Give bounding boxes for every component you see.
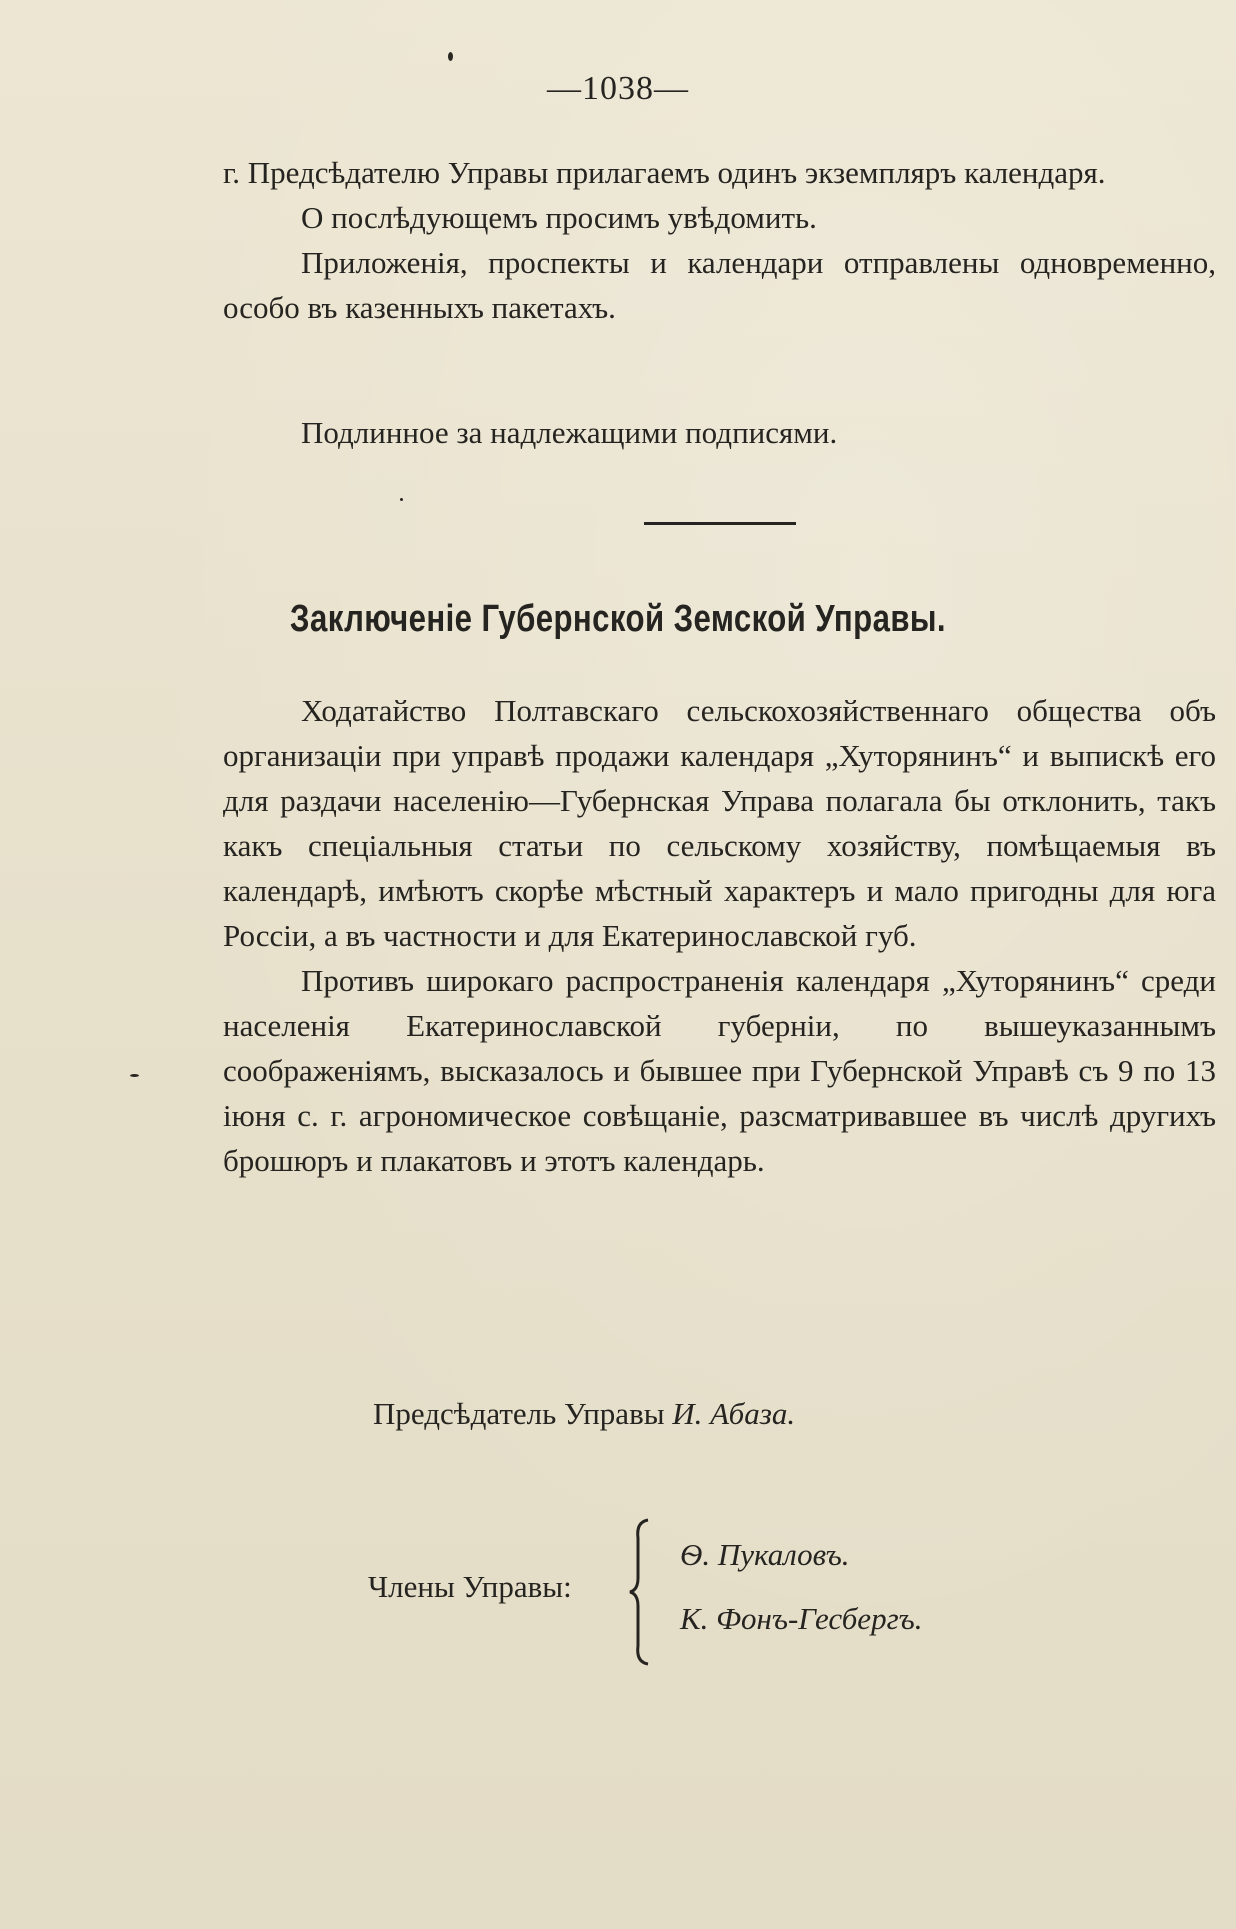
section-heading: Заключеніе Губернской Земской Управы.: [290, 598, 946, 640]
ink-speck: [130, 1074, 139, 1077]
letter-closing: [223, 150, 1216, 330]
chair-title: Предсѣдатель Управы: [373, 1396, 665, 1431]
paragraph: г. Предсѣдателю Управы прилагаемъ одинъ экземпляръ календаря.: [223, 155, 1106, 190]
paragraph: Ходатайство Полтавскаго сельскохозяйственнаго общества объ организаціи при управѣ продажи календаря „Хуторянинъ“ и выпискѣ его для раздачи населенію—Губернская Управа полагала бы отклонить, такъ какъ спеціальныя статьи по сельскому хозяйству, помѣщаемыя въ календарѣ, имѣютъ скорѣе мѣстный характеръ и мало пригодны для юга Россіи, а въ частности и для Екатеринославской губ.: [223, 693, 1216, 953]
chair-signature: [373, 1396, 795, 1432]
conclusion-body: [223, 688, 1216, 1183]
paragraph: О послѣдующемъ просимъ увѣдомить.: [301, 200, 817, 235]
ink-speck: [400, 498, 403, 501]
paragraph: Противъ широкаго распространенія календаря „Хуторянинъ“ среди населенія Екатеринославской губерніи, по вышеуказаннымъ соображеніямъ, высказалось и бывшее при Губернской Управѣ съ 9 по 13 іюня с. г. агрономическое совѣщаніе, разсматривавшее въ числѣ другихъ брошюръ и плакатовъ и этотъ календарь.: [223, 963, 1216, 1178]
member-signature: К. Фонъ-Гесбергъ.: [680, 1601, 923, 1636]
members-label: Члены Управы:: [368, 1569, 572, 1604]
paragraph: Приложенія, проспекты и календари отправлены одновременно, особо въ казенныхъ пакетахъ.: [223, 245, 1216, 325]
ink-speck: [448, 52, 453, 61]
section-divider: [644, 522, 796, 525]
signed-note: Подлинное за надлежащими подписями.: [301, 415, 838, 450]
curly-brace-icon: [628, 1518, 652, 1666]
chair-name: И. Абаза.: [672, 1396, 796, 1431]
page-number: —1038—: [547, 70, 689, 107]
member-signature: Ѳ. Пукаловъ.: [680, 1537, 850, 1572]
